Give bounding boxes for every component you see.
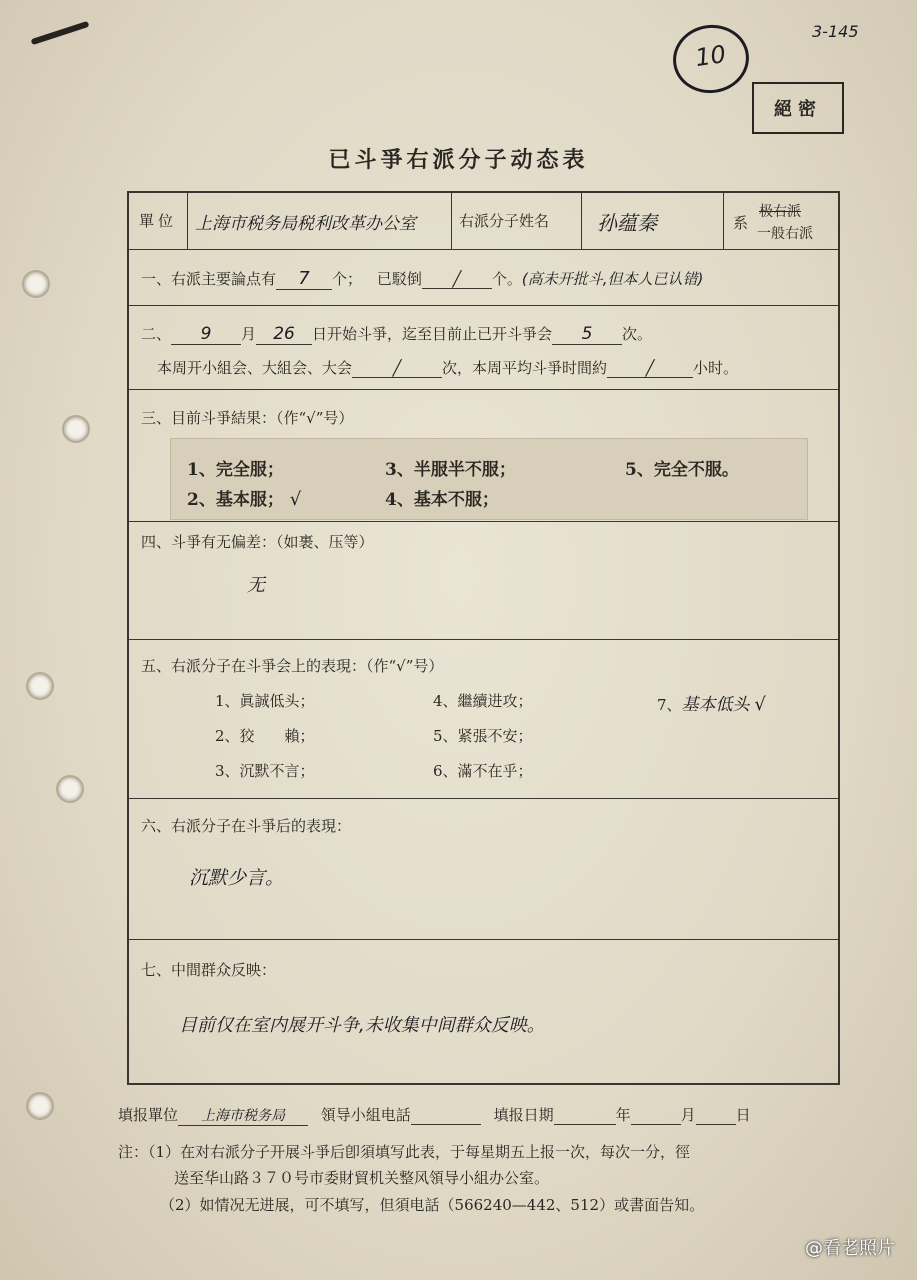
row-divider <box>129 389 838 390</box>
type-label: 系 <box>733 214 749 232</box>
s2-line1: 二、 9 月 26 日开始斗爭，迄至目前止已开斗爭会 5 次。 <box>141 324 653 344</box>
s3-option-5: 5、完全不服。 <box>625 460 739 480</box>
s6-answer: 沉默少言。 <box>189 867 285 889</box>
pen-mark <box>31 21 90 45</box>
row-divider <box>129 249 838 250</box>
watermark: @看老照片 <box>805 1238 895 1259</box>
col-divider <box>187 193 188 249</box>
s5-option-2: 2、狡 賴； <box>215 727 315 745</box>
col-divider <box>451 193 452 249</box>
unit-value: 上海市税务局税利改革办公室 <box>195 214 416 234</box>
col-divider <box>723 193 724 249</box>
col-divider <box>581 193 582 249</box>
s3-option-1: 1、完全服； <box>187 460 284 480</box>
s5-option-4: 4、繼續进攻； <box>433 692 533 710</box>
s3-option-3: 3、半服半不服； <box>385 460 516 480</box>
footer-note-1a: 注：（1）在对右派分子开展斗爭后卽須填写此表，于每星期五上报一次，每次一分，徑 <box>118 1143 691 1161</box>
type-option-2: 一般右派 <box>757 226 813 242</box>
row-divider <box>129 798 838 799</box>
s3-check: √ <box>289 489 302 510</box>
s1-refuted: ╱ <box>422 270 492 289</box>
s6-label: 六、右派分子在斗爭后的表現： <box>141 817 352 835</box>
circled-number: 10 <box>669 20 754 98</box>
punch-hole <box>56 775 84 803</box>
s5-option-6: 6、滿不在乎； <box>433 762 533 780</box>
s3-option-4: 4、基本不服； <box>385 490 499 510</box>
row-divider <box>129 639 838 640</box>
s4-label: 四、斗爭有无偏差：（如裹、压等） <box>141 533 374 551</box>
footer-note-2: （2）如情况无进展，可不填写，但須电話（566240—442、512）或書面告知。 <box>160 1196 705 1214</box>
footer-unit-value: 上海市税务局 <box>178 1105 308 1126</box>
footer-note-1b: 送至华山路３７０号市委財貿机关整风領导小組办公室。 <box>174 1169 550 1187</box>
row-divider <box>129 939 838 940</box>
row-divider <box>129 521 838 522</box>
s1-label: 一、右派主要論点有 7 个； 已駁倒 ╱ 个。(高未开批斗,但本人已认错) <box>141 268 704 289</box>
name-label: 右派分子姓名 <box>459 212 550 230</box>
type-option-1: 极右派 <box>759 204 801 220</box>
s3-label: 三、目前斗爭結果：（作“√”号） <box>141 409 354 427</box>
s5-option-7: 7、基本低头 √ <box>657 694 766 715</box>
row-divider <box>129 305 838 306</box>
s2-times: 5 <box>552 324 622 345</box>
secret-stamp: 絕密 <box>752 82 844 134</box>
s4-answer: 无 <box>247 575 265 596</box>
s3-option-2: 2、基本服； √ <box>187 489 302 510</box>
s1-note: (高未开批斗,但本人已认错) <box>521 270 704 288</box>
punch-hole <box>26 1092 54 1120</box>
s2-day: 26 <box>256 324 312 345</box>
unit-label: 單位 <box>139 212 178 230</box>
punch-hole <box>22 270 50 298</box>
s7-answer: 目前仅在室内展开斗争,未收集中间群众反映。 <box>179 1015 545 1036</box>
page-title: 已斗爭右派分子动态表 <box>328 147 589 173</box>
page-number: 3-145 <box>812 22 859 41</box>
name-value: 孙蕴秦 <box>597 211 657 235</box>
s2-month: 9 <box>171 324 241 345</box>
s1-count: 7 <box>276 268 332 290</box>
s5-check: √ <box>754 694 766 715</box>
s7-label: 七、中間群众反映： <box>141 961 277 979</box>
s5-label: 五、右派分子在斗爭会上的表現：（作“√”号） <box>141 657 444 675</box>
s5-option-5: 5、紧張不安； <box>433 727 533 745</box>
pasted-options <box>170 438 808 520</box>
s5-option-1: 1、眞誠低头； <box>215 692 315 710</box>
footer-fill-line: 填报單位 上海市税务局 領导小組电話 填报日期 年 月 日 <box>118 1106 751 1124</box>
s5-option-3: 3、沉默不言； <box>215 762 315 780</box>
s2-line2: 本周开小組会、大組会、大会 ╱ 次，本周平均斗爭时間約 ╱ 小时。 <box>157 359 739 377</box>
punch-hole <box>26 672 54 700</box>
form-table <box>127 191 840 1085</box>
punch-hole <box>62 415 90 443</box>
